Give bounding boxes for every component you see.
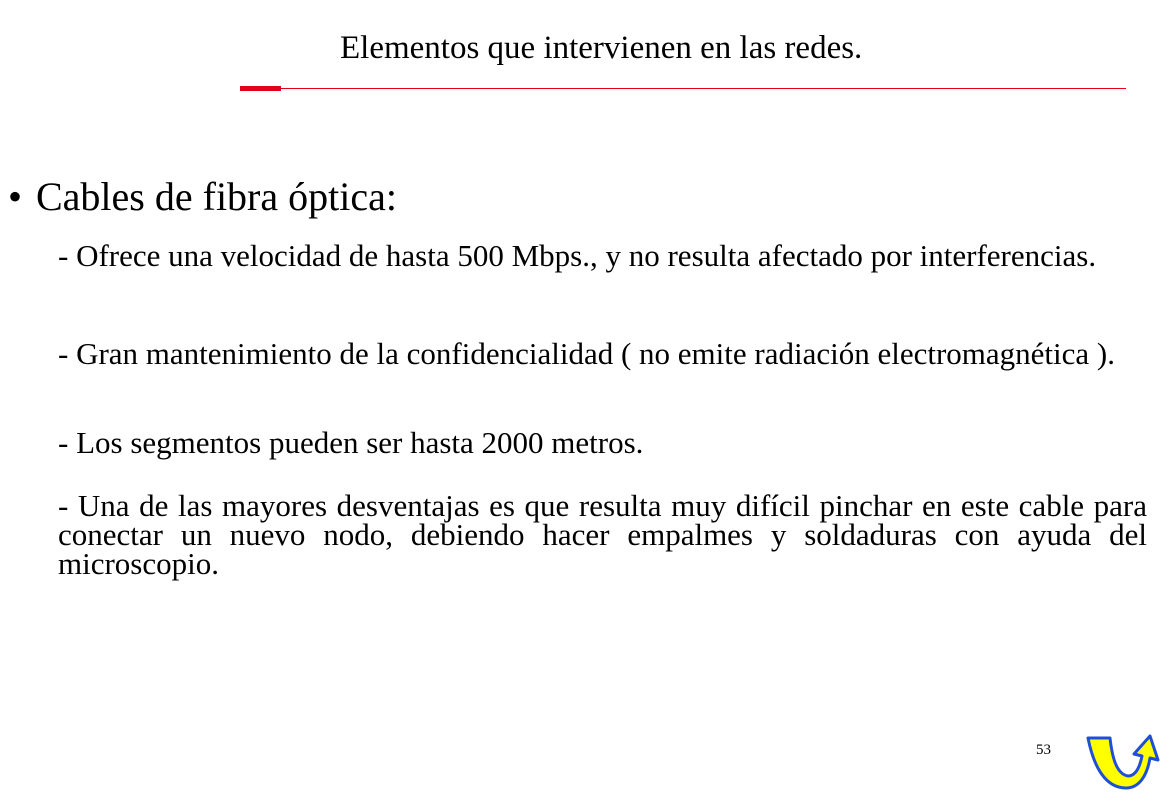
bullet-dot: • — [8, 174, 23, 219]
paragraph-confidentiality: - Gran mantenimiento de la confidencialidad ( no emite radiación electromagnética ). — [58, 336, 1115, 371]
heading-text: Cables de fibra óptica: — [36, 174, 397, 219]
title-rule-line — [281, 88, 1126, 89]
slide-title: Elementos que intervienen en las redes. — [340, 30, 863, 66]
page-number: 53 — [1036, 742, 1051, 758]
bullet-heading — [8, 174, 397, 220]
paragraph-disadvantages: - Una de las mayores desventajas es que resulta muy difícil pinchar en este cable para conectar un nuevo nodo, debiendo hacer empalmes y soldaduras con ayuda del microscopio. — [58, 488, 1147, 581]
paragraph-segments: - Los segmentos pueden ser hasta 2000 metros. — [58, 425, 644, 460]
paragraph-speed: - Ofrece una velocidad de hasta 500 Mbps., y no resulta afectado por interferencias. — [58, 238, 1097, 273]
return-button[interactable] — [1084, 732, 1160, 792]
title-rule-accent — [240, 86, 281, 91]
u-turn-arrow-icon — [1084, 732, 1160, 792]
